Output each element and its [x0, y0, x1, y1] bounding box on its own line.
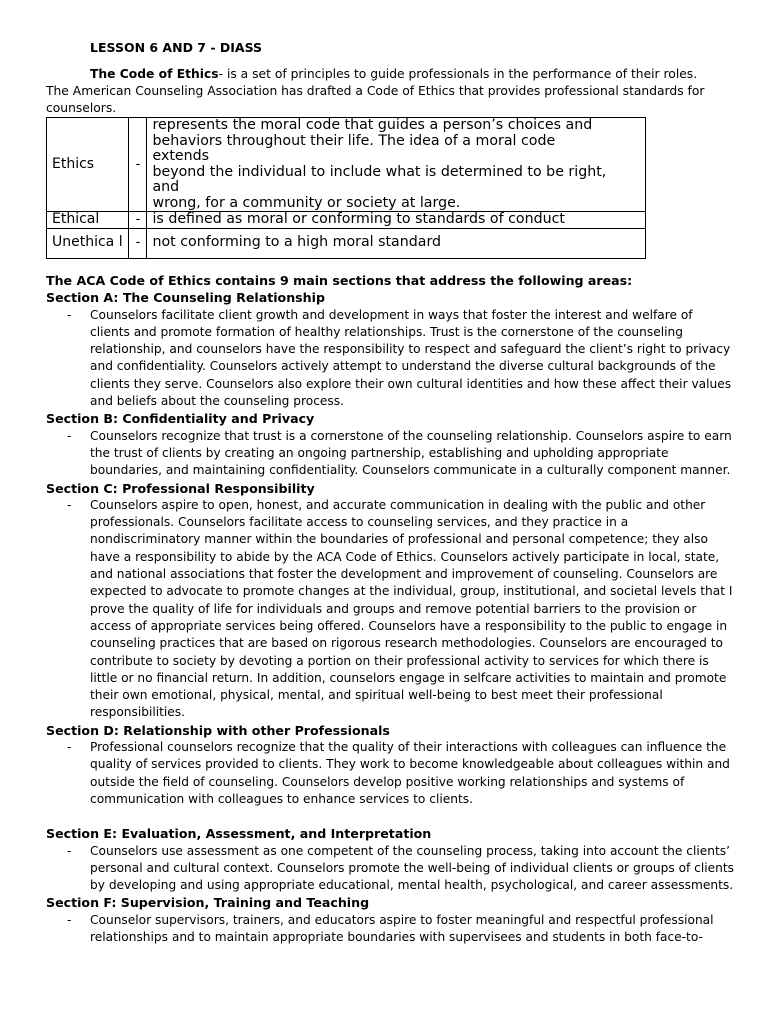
definition-line: extends — [152, 148, 210, 164]
section-text: Counselor supervisors, trainers, and educators aspire to foster meaningful and respectful professional relationships and to maintain appropriate boundaries with supervisees and students in both face-to- — [90, 912, 714, 944]
sections-intro-heading: The ACA Code of Ethics contains 9 main sections that address the following areas: — [46, 273, 633, 288]
section-item — [46, 843, 736, 895]
intro-lead-text: - is a set of principles to guide professionals in the performance of their roles. — [218, 67, 698, 81]
bullet-dash: - — [67, 843, 72, 858]
section-heading: Section B: Confidentiality and Privacy — [46, 411, 315, 427]
section-heading: Section F: Supervision, Training and Teaching — [46, 895, 370, 911]
definition-dash: - — [129, 228, 147, 258]
definition-text — [147, 212, 646, 229]
definition-line: not conforming to a high moral standard — [152, 234, 442, 251]
section-item — [46, 497, 736, 722]
intro-rest: The American Counseling Association has drafted a Code of Ethics that provides professional standards for counselors. — [46, 84, 705, 115]
section-text: Counselors use assessment as one competent of the counseling process, taking into account the clients’ personal and cultural context. Counselors promote the well-being of individual clients or groups of clients by developing and using appropriate educational, mental health, psychological, and career assessments. — [90, 843, 735, 893]
bullet-dash: - — [67, 912, 72, 927]
definition-line: is defined as moral or conforming to standards of conduct — [152, 211, 565, 227]
definition-dash: - — [129, 212, 147, 229]
definition-term: Ethical — [47, 212, 129, 229]
definition-term: Unethica l — [47, 228, 129, 258]
definition-text — [147, 118, 646, 212]
definitions-table — [46, 117, 646, 259]
definition-line: wrong, for a community or society at large. — [152, 194, 461, 211]
definition-line: and — [152, 179, 180, 195]
section-heading: Section D: Relationship with other Professionals — [46, 722, 390, 738]
definition-line: represents the moral code that guides a person’s choices and — [152, 117, 593, 133]
definition-dash: - — [129, 118, 147, 212]
section-heading: Section E: Evaluation, Assessment, and Interpretation — [46, 826, 432, 842]
definition-term: Ethics — [47, 118, 129, 212]
definition-line: beyond the individual to include what is determined to be right, — [152, 163, 607, 180]
definition-row-ethics — [47, 118, 646, 212]
section-heading: Section C: Professional Responsibility — [46, 480, 315, 496]
intro-term: The Code of Ethics — [90, 67, 219, 81]
bullet-dash: - — [67, 428, 72, 443]
sections-content — [46, 272, 736, 946]
section-text: Counselors facilitate client growth and development in ways that foster the interest and welfare of clients and promote formation of healthy relationships. Trust is the cornerstone of the counseling relationship, and counselors have the responsibility to respect and safeguard the client’s right to privacy and confidentiality. Counselors actively attempt to understand the diverse cultural backgrounds of the clients they serve. Counselors also explore their own cultural identities and how these affect their values and beliefs about the counseling process. — [90, 307, 732, 409]
intro-lead-line — [46, 66, 746, 83]
bullet-dash: - — [67, 497, 72, 512]
definition-line: behaviors throughout their life. The idea of a moral code — [152, 132, 556, 149]
definition-text — [147, 228, 646, 258]
bullet-dash: - — [67, 307, 72, 322]
section-item — [46, 739, 736, 808]
section-item — [46, 428, 736, 480]
definition-row-unethical — [47, 228, 646, 258]
section-text: Professional counselors recognize that the quality of their interactions with colleagues can influence the quality of services provided to clients. They work to become knowledgeable about colleagues within and outside the field of counseling. Counselors develop positive working relationships and systems of communication with colleagues to enhance services to clients. — [90, 740, 730, 806]
document-title: LESSON 6 AND 7 - DIASS — [90, 40, 263, 55]
section-heading: Section A: The Counseling Relationship — [46, 290, 325, 306]
section-item — [46, 912, 736, 947]
intro-paragraph — [46, 66, 746, 117]
section-item — [46, 307, 736, 411]
definition-row-ethical — [47, 212, 646, 229]
section-text: Counselors aspire to open, honest, and accurate communication in dealing with the public and other professionals. Counselors facilitate access to counseling services, and they practice in a nondiscriminatory manner within the boundaries of professional and personal competence; they also have a responsibility to abide by the ACA Code of Ethics. Counselors actively participate in local, state, and national associations that foster the development and improvement of counseling. Counselors are expected to advocate to promote changes at the individual, group, institutional, and societal levels that I prove the quality of life for individuals and groups and remove potential barriers to the provision or access of appropriate services being offered. Counselors have a responsibility to the public to engage in counseling practices that are based on rigorous research methodologies. Counselors are encouraged to contribute to society by devoting a portion on their professional activity to services for which there is little or no financial return. In addition, counselors engage in selfcare activities to maintain and promote their own emotional, physical, mental, and spiritual well-being to best meet their professional responsibilities. — [90, 497, 733, 720]
bullet-dash: - — [67, 740, 72, 755]
section-text: Counselors recognize that trust is a cornerstone of the counseling relationship. Counselors aspire to earn the trust of clients by creating an ongoing partnership, establishing and upholding appropriate boundaries, and maintaining confidentiality. Counselors communicate in a culturally component manner. — [90, 428, 732, 478]
paragraph-gap — [46, 808, 736, 825]
